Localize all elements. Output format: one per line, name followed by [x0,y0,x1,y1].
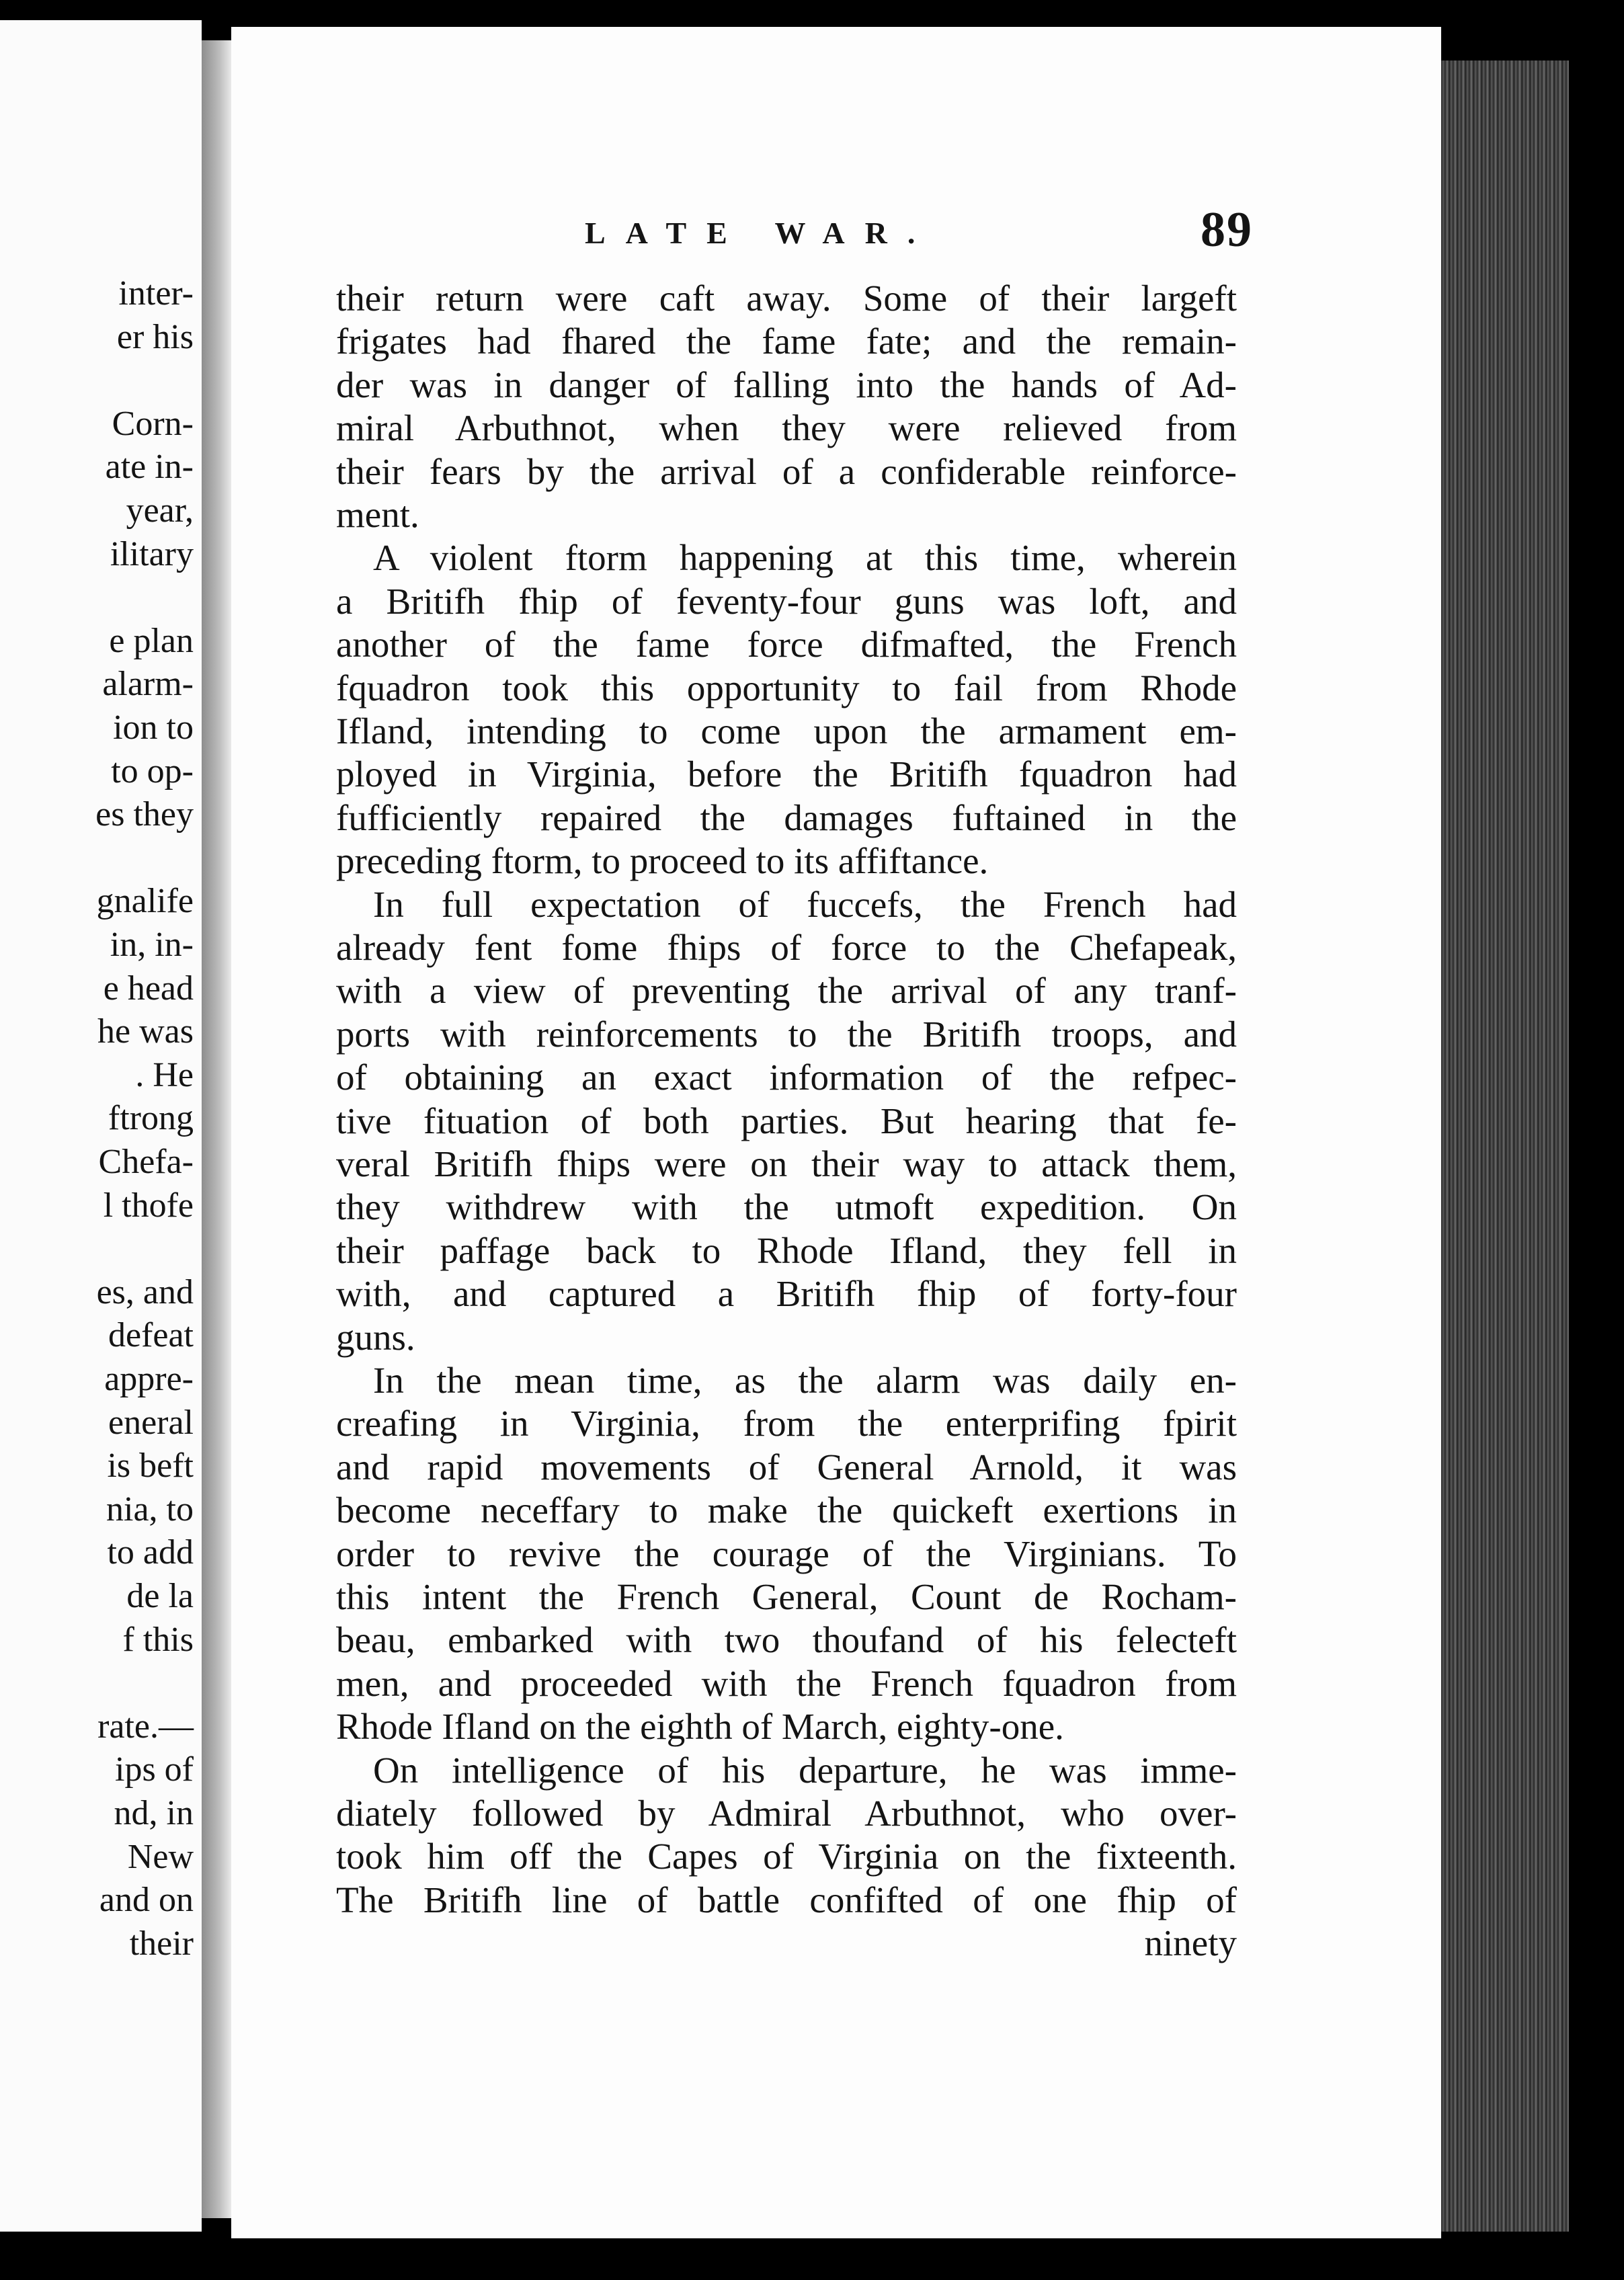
facing-page-fragment: to add [107,1533,194,1572]
facing-page-fragment: . He [135,1056,194,1094]
facing-page-fragment: nia, to [106,1490,194,1529]
text-line: A violent ftorm happening at this time, wherein [373,537,1237,578]
text-line: order to revive the courage of the Virginians. To [336,1533,1237,1574]
text-line: In the mean time, as the alarm was daily en- [373,1360,1237,1401]
facing-page-fragment: he was [97,1012,194,1051]
facing-page-fragment: year, [126,491,194,530]
text-line: Rhode Ifland on the eighth of March, eighty-one. [336,1706,1064,1747]
facing-page-fragment: Corn- [112,405,194,443]
text-line: The Britifh line of battle confifted of one fhip of [336,1879,1237,1920]
facing-page-fragment: in, in- [110,926,194,964]
text-line: fufficiently repaired the damages fuftained in the [336,797,1237,838]
text-line: with, and captured a Britifh fhip of forty-four [336,1273,1237,1314]
facing-page-fragment: es, and [96,1273,194,1311]
facing-page-fragment: e head [103,969,194,1008]
text-line: veral Britifh fhips were on their way to attack them, [336,1143,1237,1184]
catchword: ninety [1144,1922,1237,1963]
page-edges [1441,60,1569,2232]
facing-page-fragment: to op- [111,752,194,790]
text-line: ment. [336,494,419,535]
facing-page-fragment: is beft [107,1447,194,1485]
text-line: their fears by the arrival of a confiderable reinforce- [336,451,1237,492]
facing-page-fragment: ate in- [105,448,194,486]
facing-page-fragment: rate.— [97,1707,194,1746]
facing-page-fragment: and on [99,1881,194,1919]
text-line: a Britifh fhip of feventy-four guns was loft, and [336,581,1237,622]
facing-page-fragment: eneral [108,1403,194,1442]
text-line: men, and proceeded with the French fquadron from [336,1663,1237,1704]
facing-page-fragment: f this [122,1621,194,1659]
facing-page-fragment: de la [126,1577,194,1615]
facing-page-fragment: alarm- [102,665,194,703]
text-line: miral Arbuthnot, when they were relieved from [336,407,1237,448]
facing-page-fragment: New [127,1838,194,1876]
text-line: took him off the Capes of Virginia on the fixteenth. [336,1836,1237,1877]
text-line: frigates had fhared the fame fate; and the remain- [336,321,1237,362]
facing-page-fragment: inter- [118,274,194,313]
text-line: of obtaining an exact information of the refpec- [336,1057,1237,1098]
text-line: and rapid movements of General Arnold, it was [336,1447,1237,1488]
text-line: fquadron took this opportunity to fail from Rhode [336,667,1237,708]
facing-page-fragment: es they [95,795,194,833]
text-line: this intent the French General, Count de Rocham- [336,1576,1237,1617]
text-line: beau, embarked with two thoufand of his felecteft [336,1619,1237,1660]
facing-page-fragment: Chefa- [98,1143,194,1181]
facing-page-fragment: appre- [104,1360,194,1398]
facing-page-fragment: defeat [108,1316,194,1354]
text-line: another of the fame force difmafted, the French [336,624,1237,665]
facing-page-fragment: e plan [109,622,194,660]
facing-page-fragment: ilitary [110,535,194,573]
text-line: become neceffary to make the quickeft exertions in [336,1490,1237,1531]
facing-page-fragment: ips of [115,1750,194,1789]
text-line: tive fituation of both parties. But hearing that fe- [336,1100,1237,1141]
text-line: der was in danger of falling into the hands of Ad- [336,364,1237,405]
text-line: they withdrew with the utmoft expedition. On [336,1186,1237,1227]
text-line: guns. [336,1317,415,1358]
text-line: their paffage back to Rhode Ifland, they fell in [336,1230,1237,1271]
text-line: ployed in Virginia, before the Britifh fquadron had [336,754,1237,795]
facing-page-fragment: their [129,1924,194,1963]
text-line: with a view of preventing the arrival of any tranf- [336,970,1237,1011]
text-line: preceding ftorm, to proceed to its affiftance. [336,840,989,881]
page-number: 89 [1201,202,1253,257]
book-gutter [202,40,231,2218]
text-line: In full expectation of fuccefs, the French had [373,884,1237,925]
text-line: their return were caft away. Some of their largeft [336,278,1237,319]
facing-page-fragment: ftrong [108,1099,194,1137]
facing-page-fragment: nd, in [114,1794,194,1832]
text-line: creafing in Virginia, from the enterprifing fpirit [336,1403,1237,1444]
text-line: ports with reinforcements to the Britifh troops, and [336,1014,1237,1055]
text-line: Ifland, intending to come upon the armament em- [336,710,1237,751]
running-title: LATE WAR. [585,216,936,250]
text-line: diately followed by Admiral Arbuthnot, who over- [336,1793,1237,1834]
text-line: already fent fome fhips of force to the Chefapeak, [336,927,1237,968]
facing-page-fragment: gnalife [96,882,194,920]
facing-page-fragment: er his [116,318,194,356]
facing-page [0,20,202,2232]
facing-page-fragment: l thofe [103,1186,194,1225]
text-line: On intelligence of his departure, he was imme- [373,1750,1237,1791]
facing-page-fragment: ion to [113,708,194,747]
